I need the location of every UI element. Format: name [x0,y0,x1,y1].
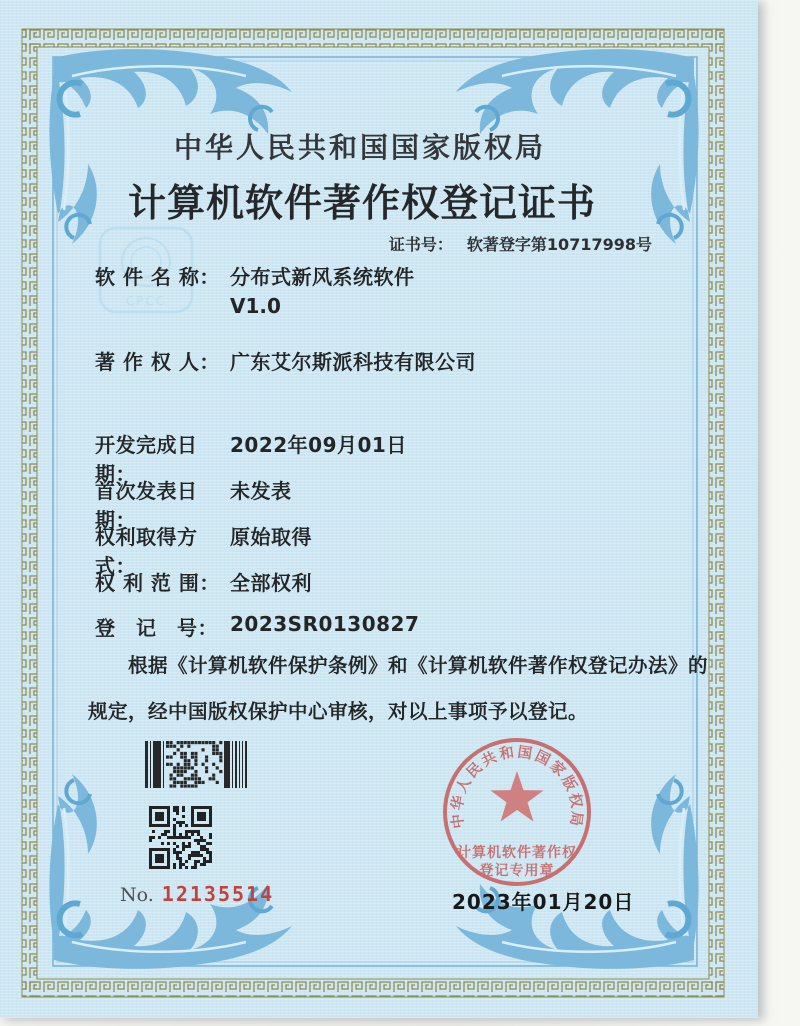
field-row-rights-scope [95,567,312,596]
field-value: 分布式新风系统软件 [230,265,415,289]
seal-star-icon [490,771,543,822]
serial-number-line [120,882,274,906]
field-value: 全部权利 [230,571,312,595]
certificate-number-label: 证书号： [388,235,453,254]
barcode [145,741,249,788]
field-label: 登 记 号： [95,616,218,640]
statement-line-1: 根据《计算机软件保护条例》和《计算机软件著作权登记办法》的 [128,654,709,677]
field-value: 2023SR0130827 [230,612,420,636]
software-version: V1.0 [230,294,281,318]
field-label: 首次发表日期： [95,479,198,532]
field-label: 软 件 名 称： [95,265,220,289]
field-value: 广东艾尔斯派科技有限公司 [230,350,476,374]
border-top [22,29,724,47]
qr-code [149,806,212,869]
field-value: 2022年09月01日 [230,433,407,457]
corner-flourish-bottom-left [49,774,292,969]
border-bottom [22,979,724,997]
field-row-copyright-owner [95,346,476,375]
field-label: 开发完成日期： [95,433,198,486]
serial-number-value: 12135514 [161,882,275,906]
certificate-number-value: 软著登字第10717998号 [466,235,652,254]
field-label: 权 利 范 围： [95,571,220,595]
registration-date: 2023年01月20日 [452,890,635,914]
field-label: 著 作 权 人： [95,350,220,374]
field-row-software-name [95,261,415,290]
cpcc-watermark-text: CPCC [125,294,167,308]
field-value: 未发表 [230,479,292,503]
field-label: 权利取得方式： [95,525,198,578]
seal-text-line2: 登记专用章 [479,863,555,879]
seal-text-line1: 计算机软件著作权 [457,845,577,861]
statement-line-2: 规定，经中国版权保护中心审核，对以上事项予以登记。 [88,700,589,723]
certificate-title: 计算机软件著作权登记证书 [127,181,596,225]
serial-number-label: No. [120,884,154,906]
field-value: 原始取得 [230,525,312,549]
field-row-registration-no [95,612,419,641]
seal-ring-text: 中华人民共和国国家版权局 [449,744,585,830]
certificate-number-line [0,232,652,255]
issuing-authority: 中华人民共和国国家版权局 [173,131,546,164]
